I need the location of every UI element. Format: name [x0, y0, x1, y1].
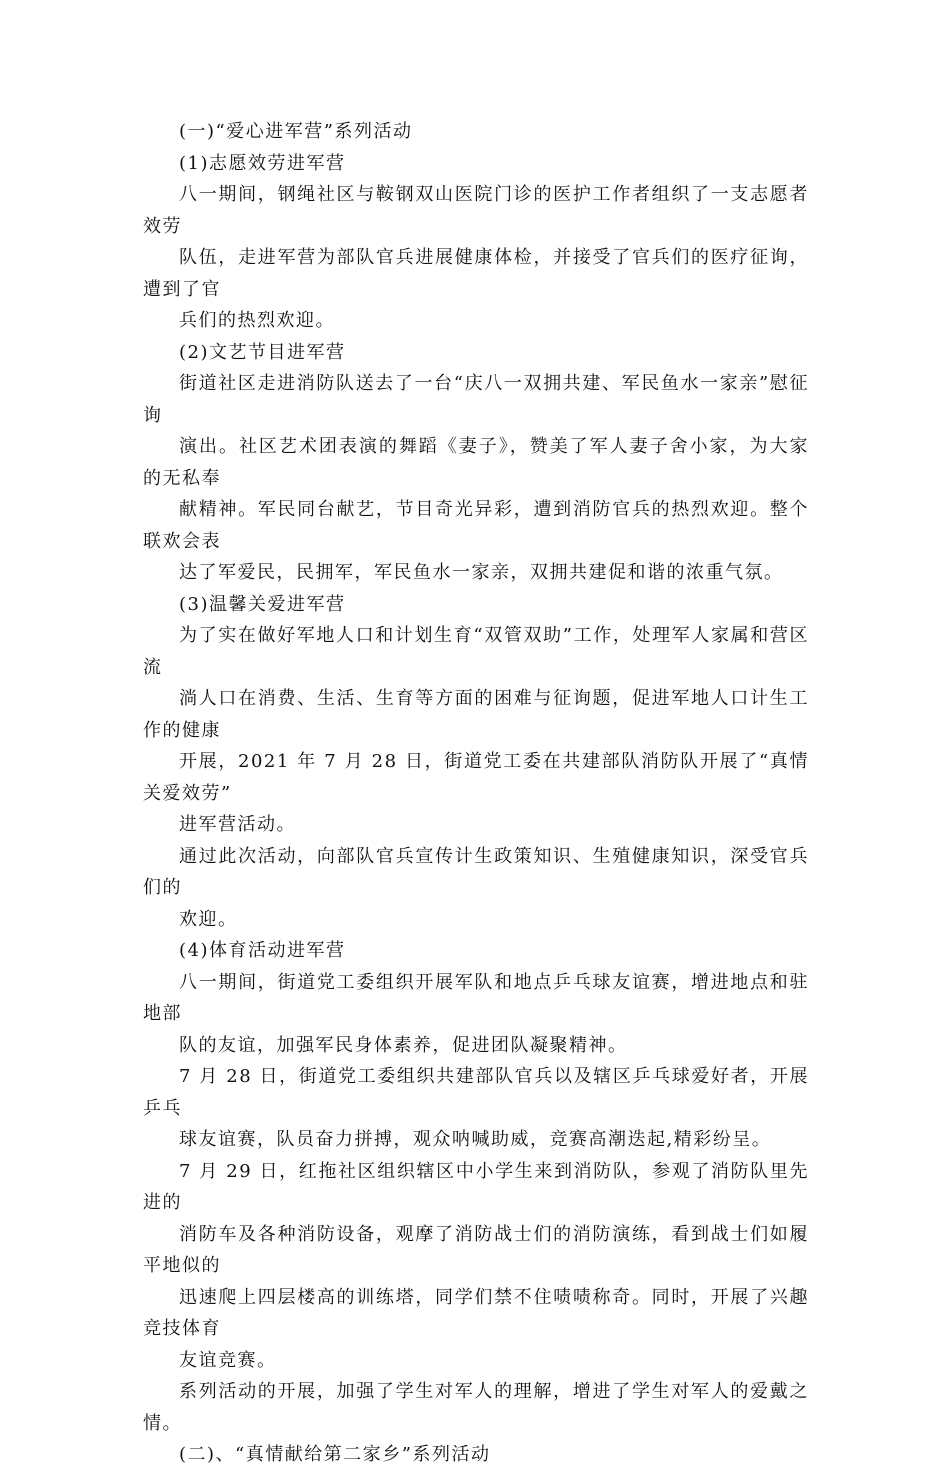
paragraph: [143, 368, 809, 589]
text-line: (4)体育活动进军营: [179, 940, 346, 961]
text-line: (3)温馨关爱进军营: [179, 593, 346, 615]
text-line: (一)“爱心进军营”系列活动: [179, 121, 413, 142]
text-line: 迅速爬上四层楼高的训练塔，同学们禁不住啧啧称奇。同时，开展了兴趣竞技体育: [143, 1286, 809, 1339]
paragraph: [143, 1061, 809, 1156]
paragraph: [143, 1439, 809, 1471]
paragraph: [143, 967, 809, 1062]
text-line: (2)文艺节目进军营: [179, 341, 346, 363]
text-line: 队的友谊，加强军民身体素养，促进团队凝聚精神。: [179, 1034, 628, 1056]
text-line: 开展，2021 年 7 月 28 日，街道党工委在共建部队消防队开展了“真情关爱效劳”: [143, 751, 809, 804]
text-line: 八一期间，街道党工委组织开展军队和地点乒乓球友谊赛，增进地点和驻地部: [143, 971, 809, 1024]
text-line: 友谊竞赛。: [179, 1349, 277, 1371]
paragraph: [143, 589, 809, 621]
text-line: (1)志愿效劳进军营: [179, 152, 346, 174]
paragraph: [143, 116, 809, 148]
text-line: 7 月 28 日，街道党工委组织共建部队官兵以及辖区乒乓球爱好者，开展乒乓: [143, 1066, 809, 1119]
text-line: 消防车及各种消防设备，观摩了消防战士们的消防演练，看到战士们如履平地似的: [143, 1223, 809, 1276]
text-line: 达了军爱民，民拥军，军民鱼水一家亲，双拥共建促和谐的浓重气氛。: [179, 562, 784, 583]
text-line: 球友谊赛，队员奋力拼搏，观众呐喊助威，竞赛高潮迭起,精彩纷呈。: [179, 1129, 772, 1150]
text-line: (二)、“真情献给第二家乡”系列活动: [179, 1444, 491, 1465]
text-line: 通过此次活动，向部队官兵宣传计生政策知识、生殖健康知识，深受官兵们的: [143, 845, 809, 898]
text-line: 7 月 29 日，红拖社区组织辖区中小学生来到消防队，参观了消防队里先进的: [143, 1160, 809, 1213]
text-line: 兵们的热烈欢迎。: [179, 310, 335, 331]
text-line: 八一期间，钢绳社区与鞍钢双山医院门诊的医护工作者组织了一支志愿者效劳: [143, 184, 809, 237]
text-line: 为了实在做好军地人口和计划生育“双管双助”工作，处理军人家属和营区流: [143, 625, 809, 678]
text-line: 系列活动的开展，加强了学生对军人的理解，增进了学生对军人的爱戴之情。: [143, 1381, 809, 1434]
document-body: [143, 116, 809, 1471]
text-line: 演出。社区艺术团表演的舞蹈《妻子》，赞美了军人妻子舍小家，为大家的无私奉: [143, 436, 809, 489]
paragraph: [143, 337, 809, 369]
paragraph: [143, 1156, 809, 1377]
paragraph: [143, 935, 809, 967]
text-line: 献精神。军民同台献艺，节目奇光异彩，遭到消防官兵的热烈欢迎。整个联欢会表: [143, 499, 809, 552]
paragraph: [143, 620, 809, 841]
paragraph: [143, 148, 809, 180]
text-line: 队伍，走进军营为部队官兵进展健康体检，并接受了官兵们的医疗征询，遭到了官: [143, 247, 809, 300]
paragraph: [143, 841, 809, 936]
text-line: 进军营活动。: [179, 814, 296, 835]
text-line: 欢迎。: [179, 908, 238, 930]
paragraph: [143, 179, 809, 337]
text-line: 街道社区走进消防队送去了一台“庆八一双拥共建、军民鱼水一家亲”慰征询: [143, 373, 809, 426]
paragraph: [143, 1376, 809, 1439]
text-line: 淌人口在消费、生活、生育等方面的困难与征询题，促进军地人口计生工作的健康: [143, 688, 809, 741]
